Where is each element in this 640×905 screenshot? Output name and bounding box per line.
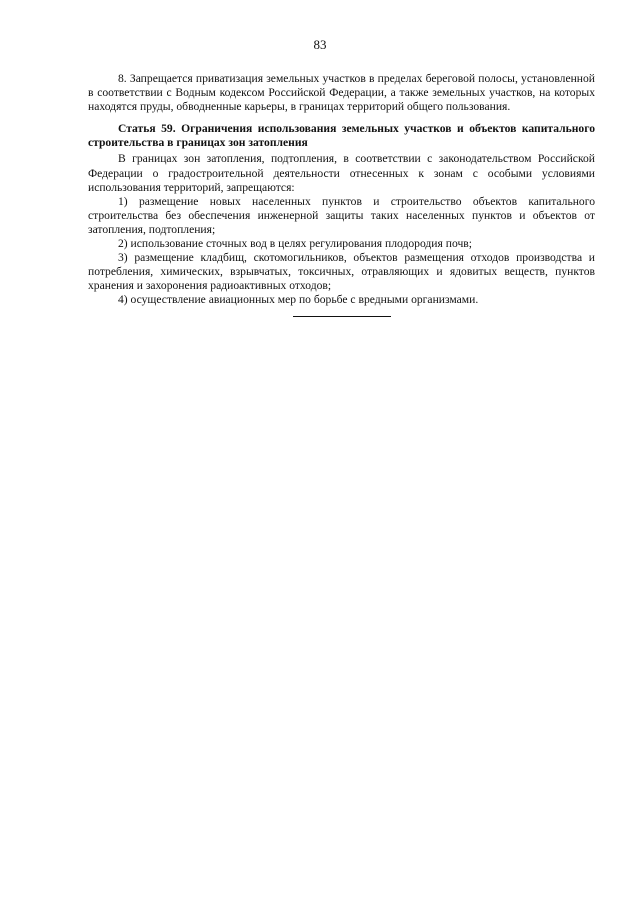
- end-divider: [293, 316, 391, 317]
- article-59-item-3: 3) размещение кладбищ, скотомогильников, объектов размещения отходов производства и потребления, химических, взрывчатых, токсичных, отравляющих и ядовитых веществ, пунктов хранения и захоронения радиоактивных отходов;: [88, 251, 595, 293]
- article-59-heading: Статья 59. Ограничения использования земельных участков и объектов капитального строительства в границах зон затопления: [88, 122, 595, 150]
- article-59-item-2: 2) использование сточных вод в целях регулирования плодородия почв;: [118, 237, 472, 251]
- article-59-intro: В границах зон затопления, подтопления, в соответствии с законодательством Российской Федерации о градостроительной деятельности отнесенных к зонам с особыми условиями использования территорий, запрещаются:: [88, 152, 595, 194]
- page-number: 83: [313, 37, 327, 52]
- paragraph-8: 8. Запрещается приватизация земельных участков в пределах береговой полосы, установленной в соответствии с Водным кодексом Российской Федерации, а также земельных участков, на которых находятся пруды, обводненные карьеры, в границах территорий общего пользования.: [88, 72, 595, 114]
- article-59-item-1: 1) размещение новых населенных пунктов и строительство объектов капитального строительства без обеспечения инженерной защиты таких населенных пунктов и объектов от затопления, подтопления;: [88, 194, 595, 236]
- document-body: [88, 72, 595, 317]
- article-59-item-4: 4) осуществление авиационных мер по борьбе с вредными организмами.: [118, 293, 479, 307]
